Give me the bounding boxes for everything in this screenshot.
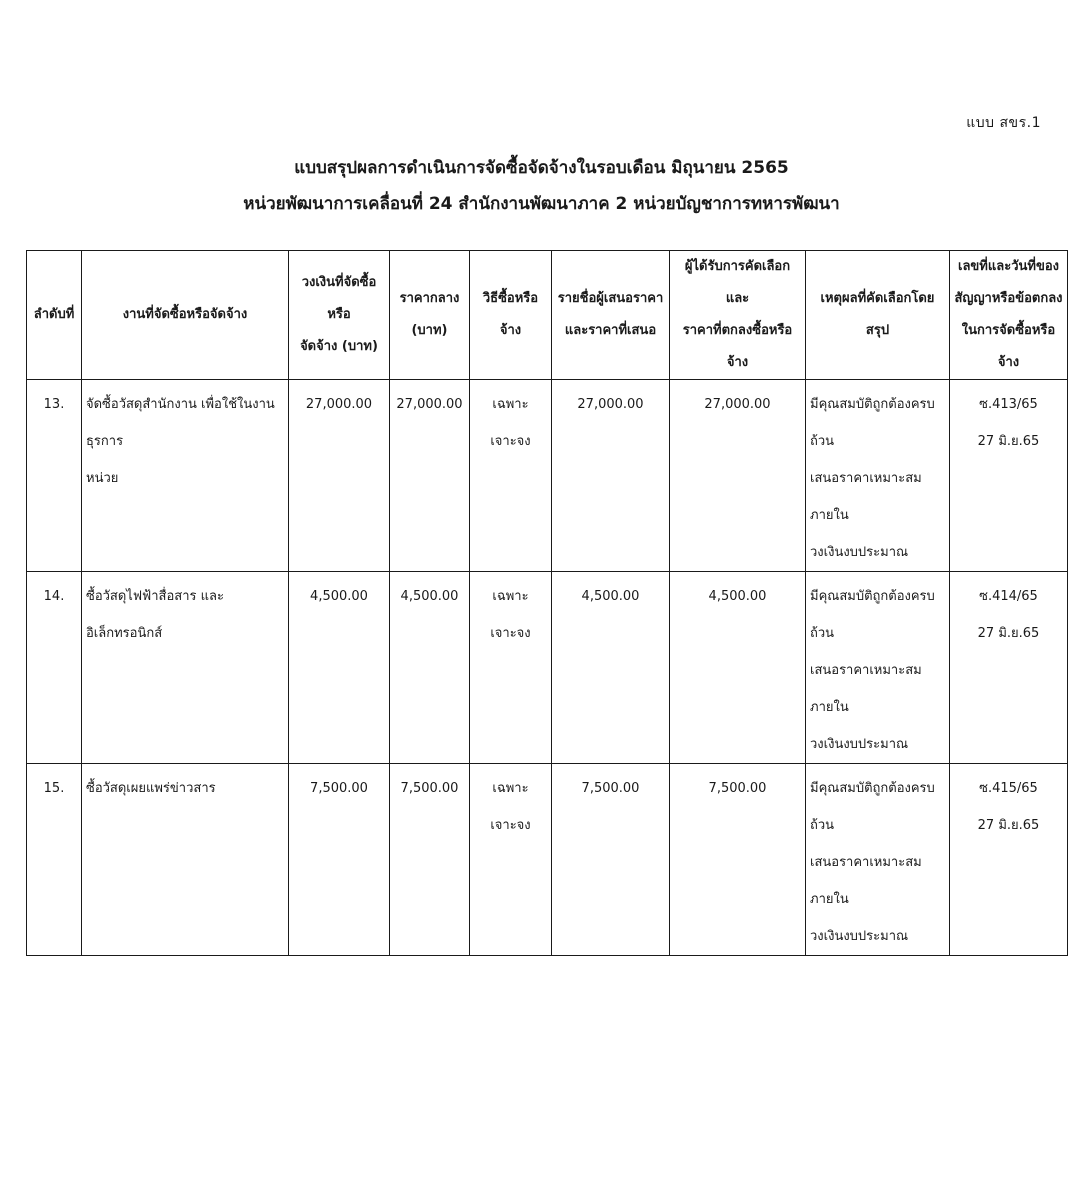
row-contract <box>950 572 1068 764</box>
row-bid-price: 4,500.00 <box>552 572 670 764</box>
header-text: จัดจ้าง (บาท) <box>300 339 378 354</box>
header-text: ในการจัดซื้อหรือจ้าง <box>961 323 1056 370</box>
row-selected-price: 4,500.00 <box>670 572 806 764</box>
reason-text: มีคุณสมบัติถูกต้องครบถ้วน <box>810 781 935 833</box>
header-text: สัญญาหรือข้อตกลง <box>954 291 1063 306</box>
item-text: ซื้อวัสดุเผยแพร่ข่าวสาร <box>86 781 216 796</box>
row-method: เฉพาะเจาะจง <box>470 764 552 956</box>
contract-number: ซ.414/65 <box>979 589 1038 604</box>
row-budget: 27,000.00 <box>289 380 390 572</box>
row-budget: 4,500.00 <box>289 572 390 764</box>
reason-text: วงเงินงบประมาณ <box>810 737 909 752</box>
row-no: 15. <box>27 764 82 956</box>
reason-text: เสนอราคาเหมาะสมภายใน <box>810 855 922 907</box>
item-text: หน่วย <box>86 471 119 486</box>
header-budget <box>289 251 390 380</box>
row-no: 13. <box>27 380 82 572</box>
header-median-price <box>390 251 470 380</box>
header-method <box>470 251 552 380</box>
row-contract <box>950 380 1068 572</box>
header-text: วิธีซื้อหรือจ้าง <box>482 291 539 338</box>
header-text: และราคาที่เสนอ <box>564 323 657 338</box>
row-bid-price: 27,000.00 <box>552 380 670 572</box>
table-row <box>27 764 1068 956</box>
header-text: งานที่จัดซื้อหรือจัดจ้าง <box>122 307 248 322</box>
header-no <box>27 251 82 380</box>
document-title <box>0 150 1083 222</box>
row-item <box>82 380 289 572</box>
row-median-price: 27,000.00 <box>390 380 470 572</box>
reason-text: เสนอราคาเหมาะสมภายใน <box>810 663 922 715</box>
contract-date: 27 มิ.ย.65 <box>977 434 1040 449</box>
row-reason <box>806 764 950 956</box>
reason-text: วงเงินงบประมาณ <box>810 545 909 560</box>
contract-date: 27 มิ.ย.65 <box>977 818 1040 833</box>
item-text: ซื้อวัสดุไฟฟ้าสื่อสาร และอิเล็กทรอนิกส์ <box>86 589 224 641</box>
row-method: เฉพาะเจาะจง <box>470 572 552 764</box>
row-reason <box>806 380 950 572</box>
reason-text: มีคุณสมบัติถูกต้องครบถ้วน <box>810 397 935 449</box>
header-text: (บาท) <box>411 323 448 338</box>
title-line-2: หน่วยพัฒนาการเคลื่อนที่ 24 สำนักงานพัฒนาภาค 2 หน่วยบัญชาการทหารพัฒนา <box>243 194 840 214</box>
row-no: 14. <box>27 572 82 764</box>
procurement-summary-table <box>26 250 1068 956</box>
header-text: เหตุผลที่คัดเลือกโดยสรุป <box>820 291 935 338</box>
table-header-row <box>27 251 1068 380</box>
header-contract <box>950 251 1068 380</box>
header-text: ผู้ได้รับการคัดเลือกและ <box>684 259 791 306</box>
row-reason <box>806 572 950 764</box>
row-bid-price: 7,500.00 <box>552 764 670 956</box>
row-item <box>82 764 289 956</box>
row-budget: 7,500.00 <box>289 764 390 956</box>
table-row <box>27 572 1068 764</box>
header-reason <box>806 251 950 380</box>
row-selected-price: 7,500.00 <box>670 764 806 956</box>
contract-date: 27 มิ.ย.65 <box>977 626 1040 641</box>
header-selected <box>670 251 806 380</box>
row-median-price: 7,500.00 <box>390 764 470 956</box>
reason-text: มีคุณสมบัติถูกต้องครบถ้วน <box>810 589 935 641</box>
header-text: ลำดับที่ <box>33 307 75 322</box>
header-text: เลขที่และวันที่ของ <box>958 259 1059 274</box>
form-code: แบบ สขร.1 <box>966 115 1041 131</box>
header-item <box>82 251 289 380</box>
reason-text: วงเงินงบประมาณ <box>810 929 909 944</box>
item-text: จัดซื้อวัสดุสำนักงาน เพื่อใช้ในงานธุรการ <box>86 397 275 449</box>
header-bidders <box>552 251 670 380</box>
table-row <box>27 380 1068 572</box>
header-text: ราคากลาง <box>399 291 460 306</box>
header-text: ราคาที่ตกลงซื้อหรือจ้าง <box>682 323 793 370</box>
reason-text: เสนอราคาเหมาะสมภายใน <box>810 471 922 523</box>
row-item <box>82 572 289 764</box>
row-method: เฉพาะเจาะจง <box>470 380 552 572</box>
contract-number: ซ.413/65 <box>979 397 1038 412</box>
title-line-1: แบบสรุปผลการดำเนินการจัดซื้อจัดจ้างในรอบเดือน มิถุนายน 2565 <box>294 158 789 178</box>
row-selected-price: 27,000.00 <box>670 380 806 572</box>
header-text: รายชื่อผู้เสนอราคา <box>557 291 664 306</box>
row-median-price: 4,500.00 <box>390 572 470 764</box>
row-contract <box>950 764 1068 956</box>
header-text: วงเงินที่จัดซื้อหรือ <box>301 275 377 322</box>
contract-number: ซ.415/65 <box>979 781 1038 796</box>
